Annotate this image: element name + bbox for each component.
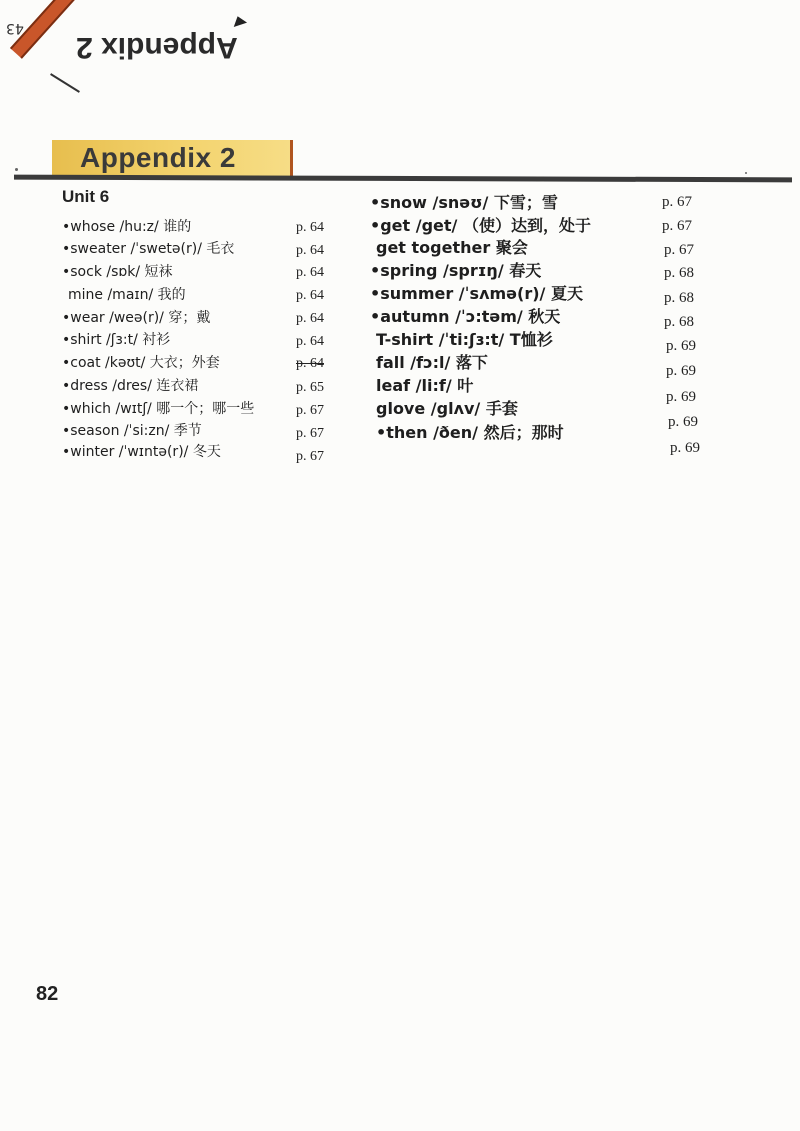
vocab-entry: •coat /kəʊt/ 大衣；外套	[62, 355, 220, 371]
vocab-entry: •sweater /ˈswetə(r)/ 毛衣	[62, 241, 235, 257]
vocab-page-ref: p. 69	[668, 414, 698, 430]
vocab-page-ref: p. 67	[296, 403, 324, 418]
vocab-entry: •snow /snəʊ/ 下雪；雪	[370, 193, 558, 212]
vocab-entry: •then /ðen/ 然后；那时	[376, 423, 564, 442]
vocab-page-ref: p. 64	[296, 265, 324, 280]
vocab-entry: •summer /ˈsʌmə(r)/ 夏天	[370, 284, 583, 303]
header-rule	[14, 175, 792, 183]
page-title: Appendix 2	[80, 142, 236, 173]
scan-speck	[15, 168, 18, 171]
vocab-page-ref: p. 64	[296, 356, 324, 371]
vocab-page-ref: p. 64	[296, 311, 324, 326]
vocab-page-ref: p. 69	[666, 363, 696, 379]
vocab-entry: •wear /weə(r)/ 穿；戴	[62, 310, 211, 326]
vocab-page-ref: p. 67	[662, 218, 692, 234]
vocab-page-ref: p. 69	[670, 440, 700, 456]
vocab-page-ref: p. 64	[296, 334, 324, 349]
unit-title: Unit 6	[62, 187, 110, 206]
vocab-page-ref: p. 64	[296, 243, 324, 258]
vocab-entry: •whose /hu:z/ 谁的	[62, 219, 192, 235]
scan-speck	[745, 172, 747, 174]
vocab-entry: leaf /li:f/ 叶	[376, 376, 474, 395]
vocab-page-ref: p. 64	[296, 288, 324, 303]
vocab-entry: get together 聚会	[376, 238, 528, 257]
vocab-page-ref: p. 69	[666, 338, 696, 354]
corner-page-number: 43	[6, 20, 24, 36]
vocab-entry: •shirt /ʃɜ:t/ 衬衫	[62, 332, 171, 348]
vocab-entry: T-shirt /ˈti:ʃɜ:t/ T恤衫	[376, 330, 553, 349]
vocab-entry: •sock /sɒk/ 短袜	[62, 264, 173, 280]
vocab-page-ref: p. 67	[664, 242, 694, 258]
corner-mirrored-title: Appendix 2	[76, 31, 238, 64]
vocab-entry: •dress /dres/ 连衣裙	[62, 378, 199, 394]
vocab-page-ref: p. 67	[296, 449, 324, 464]
vocab-entry: •winter /ˈwɪntə(r)/ 冬天	[62, 444, 221, 460]
vocab-entry: •spring /sprɪŋ/ 春天	[370, 261, 542, 280]
vocab-entry: mine /maɪn/ 我的	[68, 287, 186, 303]
vocab-entry: fall /fɔ:l/ 落下	[376, 353, 488, 372]
vocab-page-ref: p. 68	[664, 314, 694, 330]
vocab-entry: •season /ˈsi:zn/ 季节	[62, 423, 202, 439]
vocab-page-ref: p. 67	[662, 194, 692, 210]
vocab-page-ref: p. 64	[296, 220, 324, 235]
vocab-entry: •get /get/ （使）达到，处于	[370, 216, 591, 235]
corner-tick-mark	[231, 14, 247, 27]
vocab-page-ref: p. 67	[296, 426, 324, 441]
vocab-page-ref: p. 69	[666, 389, 696, 405]
vocab-entry: •autumn /ˈɔ:təm/ 秋天	[370, 307, 561, 326]
vocab-entry: glove /glʌv/ 手套	[376, 399, 518, 418]
vocab-page-ref: p. 65	[296, 380, 324, 395]
vocab-entry: •which /wɪtʃ/ 哪一个；哪一些	[62, 401, 255, 417]
corner-stripe-tip	[50, 73, 80, 93]
vocab-page-ref: p. 68	[664, 290, 694, 306]
page-number: 82	[36, 983, 59, 1005]
vocab-page-ref: p. 68	[664, 265, 694, 281]
